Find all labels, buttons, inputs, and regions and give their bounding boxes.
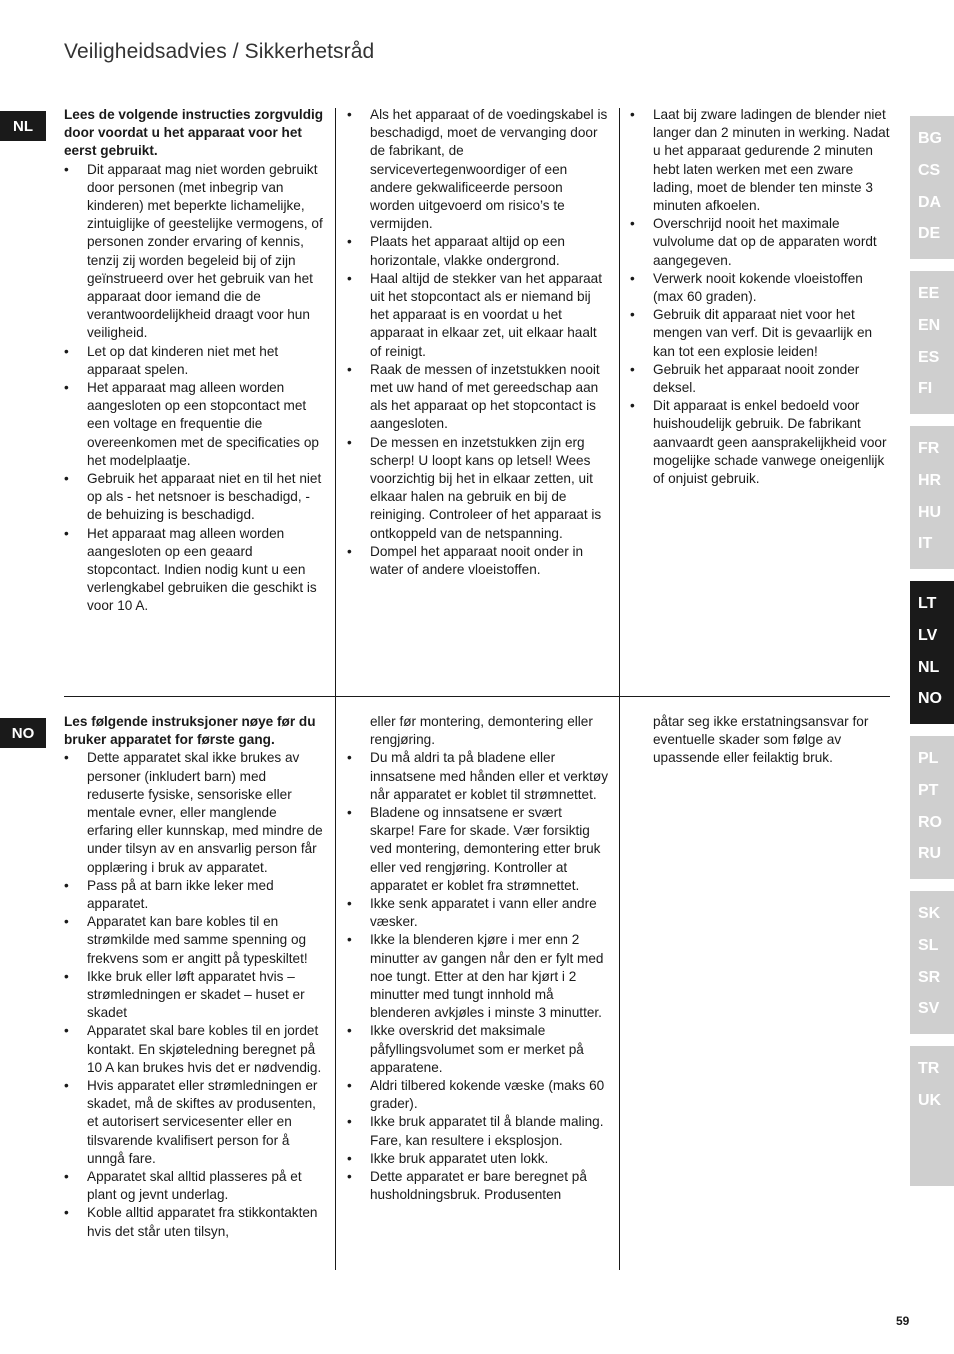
language-code[interactable]: SR [918,968,941,986]
column-divider [619,108,620,696]
language-tag-no: NO [0,718,46,748]
column-divider [335,108,336,696]
language-code[interactable]: CS [918,161,941,179]
list-item: • Als het apparaat of de voedingskabel is beschadigd, moet de vervanging door de fabrikant, de servicevertegenwoordiger of een andere gekwalificeerde persoon worden uitgevoerd om risico’s te vermijden. [347,106,609,233]
language-code[interactable]: EN [918,316,941,334]
list-item: • Overschrijd nooit het maximale vulvolume dat op de apparaten wordt aangegeven. [630,215,892,270]
language-code[interactable]: ES [918,348,940,366]
column-divider [335,697,336,1270]
page-number: 59 [896,1314,910,1328]
no-column-2 [347,713,609,1204]
nl-column-1 [64,106,326,616]
list-item: • Ikke bruk apparatet uten lokk. [347,1150,609,1168]
language-code[interactable]: RO [918,813,942,831]
language-code[interactable]: LT [918,595,937,612]
language-code[interactable]: PL [918,750,939,767]
list-item: • Haal altijd de stekker van het apparaat uit het stopcontact als er niemand bij het apparaat is en voordat u het apparaat in elkaar zet, uit elkaar haalt of reinigt. [347,270,609,361]
language-code[interactable]: UK [918,1091,942,1109]
list-item: • Ikke senk apparatet i vann eller andre væsker. [347,895,609,931]
list-item: • Apparatet kan bare kobles til en strømkilde med samme spenning og frekvens som er angitt på typeskiltet! [64,913,326,968]
list-item: • Pass på at barn ikke leker med apparatet. [64,877,326,913]
list-item: • Koble alltid apparatet fra stikkontakten hvis det står uten tilsyn, [64,1204,326,1240]
no-bullet-list-1 [64,749,326,1240]
list-item: • Ikke overskrid det maksimale påfyllingsvolumet som er merket på apparatene. [347,1022,609,1077]
list-item: • Gebruik het apparaat niet en til het niet op als - het netsnoer is beschadigd, - de behuizing is beschadigd. [64,470,326,525]
language-code[interactable]: RU [918,845,942,863]
language-group [910,891,954,1034]
list-item: • Apparatet skal alltid plasseres på et plant og jevnt underlag. [64,1168,326,1204]
list-item: • Ikke la blenderen kjøre i mer enn 2 minutter av gangen når den er fylt med noe tungt. Etter at den har kjørt i 2 minutter med tungt innhold må blenderen avkjøles i minste 3 minutter. [347,931,609,1022]
list-item: • Aldri tilbered kokende væske (maks 60 grader). [347,1077,609,1113]
language-group [910,271,954,414]
language-code[interactable]: SK [918,905,941,922]
language-group [910,1046,954,1186]
language-code[interactable]: HU [918,503,942,521]
list-item: • Het apparaat mag alleen worden aangesloten op een stopcontact met een voltage en frequentie die overeenkomen met de specificaties op het modelplaatje. [64,379,326,470]
list-item: • Hvis apparatet eller strømledningen er skadet, må de skiftes av produsenten, et autorisert servicesenter eller en tilsvarende kvalifisert person for å unngå fare. [64,1077,326,1168]
language-code[interactable]: PT [918,781,939,799]
list-item: • Dette apparatet skal ikke brukes av personer (inkludert barn) med reduserte fysiske, sensoriske eller mentale evner, eller manglende erfaring eller kunnskap, med mindre de under tilsyn av en ansvarlig person får opplæring i bruk av apparatet. [64,749,326,876]
language-code[interactable]: DE [918,225,941,243]
language-code[interactable]: NL [918,658,940,676]
list-item: • Raak de messen of inzetstukken nooit met uw hand of met gereedschap aan als het apparaat op het stopcontact is aangesloten. [347,361,609,434]
nl-column-3 [630,106,892,488]
language-code[interactable]: IT [918,535,933,553]
language-group [910,581,954,724]
language-code[interactable]: FI [918,380,933,398]
list-item: • Verwerk nooit kokende vloeistoffen (max 60 graden). [630,270,892,306]
language-group [910,116,954,259]
list-item: • Gebruik dit apparaat niet voor het mengen van verf. Dit is gevaarlijk en kan tot een explosie leiden! [630,306,892,361]
list-item: • Dit apparaat mag niet worden gebruikt door personen (met inbegrip van kinderen) met beperkte lichamelijke, zintuiglijke of geestelijke vermogens, of personen zonder ervaring of kennis, tenzij zij worden begeleid bij of zijn geïnstrueerd over het gebruik van het apparaat door iemand die de verantwoordelijkheid draagt voor hun veiligheid. [64,161,326,343]
language-code[interactable]: LV [918,626,938,644]
no-intro: Les følgende instruksjoner nøye før du bruker apparatet for første gang. [64,714,316,748]
column-divider [619,697,620,1270]
no-column-1 [64,713,326,1241]
list-item: • De messen en inzetstukken zijn erg scherp! U loopt kans op letsel! Wees voorzichtig bij het in elkaar zetten, uit elkaar halen na gebruik en bij de reiniging. Controleer of het apparaat is ontkoppeld van de netspanning. [347,434,609,543]
list-item: • Gebruik het apparaat nooit zonder deksel. [630,361,892,397]
language-code[interactable]: SL [918,936,939,954]
no-column-2-continuation: eller før montering, demontering eller rengjøring. [370,714,593,748]
nl-column-2 [347,106,609,579]
nl-intro: Lees de volgende instructies zorgvuldig door voordat u het apparaat voor het eerst gebruikt. [64,107,324,159]
language-code[interactable]: NO [918,690,942,708]
language-code[interactable]: FR [918,440,940,457]
list-item: • Ikke bruk eller løft apparatet hvis – strømledningen er skadet – huset er skadet [64,968,326,1023]
language-code[interactable]: BG [918,130,942,147]
list-item: • Dompel het apparaat nooit onder in water of andere vloeistoffen. [347,543,609,579]
language-code[interactable]: TR [918,1060,940,1077]
language-code[interactable]: SV [918,1000,940,1018]
list-item: • Plaats het apparaat altijd op een horizontale, vlakke ondergrond. [347,233,609,269]
no-column-3 [630,713,892,768]
section-divider [64,696,890,697]
list-item: • Dit apparaat is enkel bedoeld voor huishoudelijk gebruik. De fabrikant aanvaardt geen aansprakelijkheid voor mogelijke schade vanwege oneigenlijk of onjuist gebruik. [630,397,892,488]
nl-bullet-list-1 [64,161,326,616]
language-code[interactable]: EE [918,285,940,302]
list-item: • Apparatet skal bare kobles til en jordet kontakt. En skjøteledning beregnet på 10 A kan brukes hvis det er nødvendig. [64,1022,326,1077]
language-code[interactable]: DA [918,193,942,211]
list-item: • Du må aldri ta på bladene eller innsatsene med hånden eller et verktøy når apparatet er koblet til strømnettet. [347,749,609,804]
no-column-3-continuation: påtar seg ikke erstatningsansvar for eventuelle skader som følge av upassende eller feilaktig bruk. [653,714,869,766]
list-item: • Dette apparatet er bare beregnet på husholdningsbruk. Produsenten [347,1168,609,1204]
page-title: Veiligheidsadvies / Sikkerhetsråd [64,40,375,63]
language-group [910,426,954,569]
language-group [910,736,954,879]
list-item: • Ikke bruk apparatet til å blande maling. Fare, kan resultere i eksplosjon. [347,1113,609,1149]
list-item: • Het apparaat mag alleen worden aangesloten op een geaard stopcontact. Indien nodig kunt u een verlengkabel gebruiken die geschikt is voor 10 A. [64,525,326,616]
nl-bullet-list-2 [347,106,609,579]
nl-bullet-list-3 [630,106,892,488]
list-item: • Let op dat kinderen niet met het apparaat spelen. [64,343,326,379]
list-item: • Bladene og innsatsene er svært skarpe! Fare for skade. Vær forsiktig ved montering, demontering etter bruk eller ved rengjøring. Kontroller at apparatet er koblet fra strømnettet. [347,804,609,895]
no-bullet-list-2 [347,749,609,1204]
list-item: • Laat bij zware ladingen de blender niet langer dan 2 minuten in werking. Nadat u het apparaat gedurende 2 minuten hebt laten werken met een zware lading, moet de blender ten minste 3 minuten afkoelen. [630,106,892,215]
language-code[interactable]: HR [918,471,942,489]
language-tag-nl: NL [0,111,46,141]
